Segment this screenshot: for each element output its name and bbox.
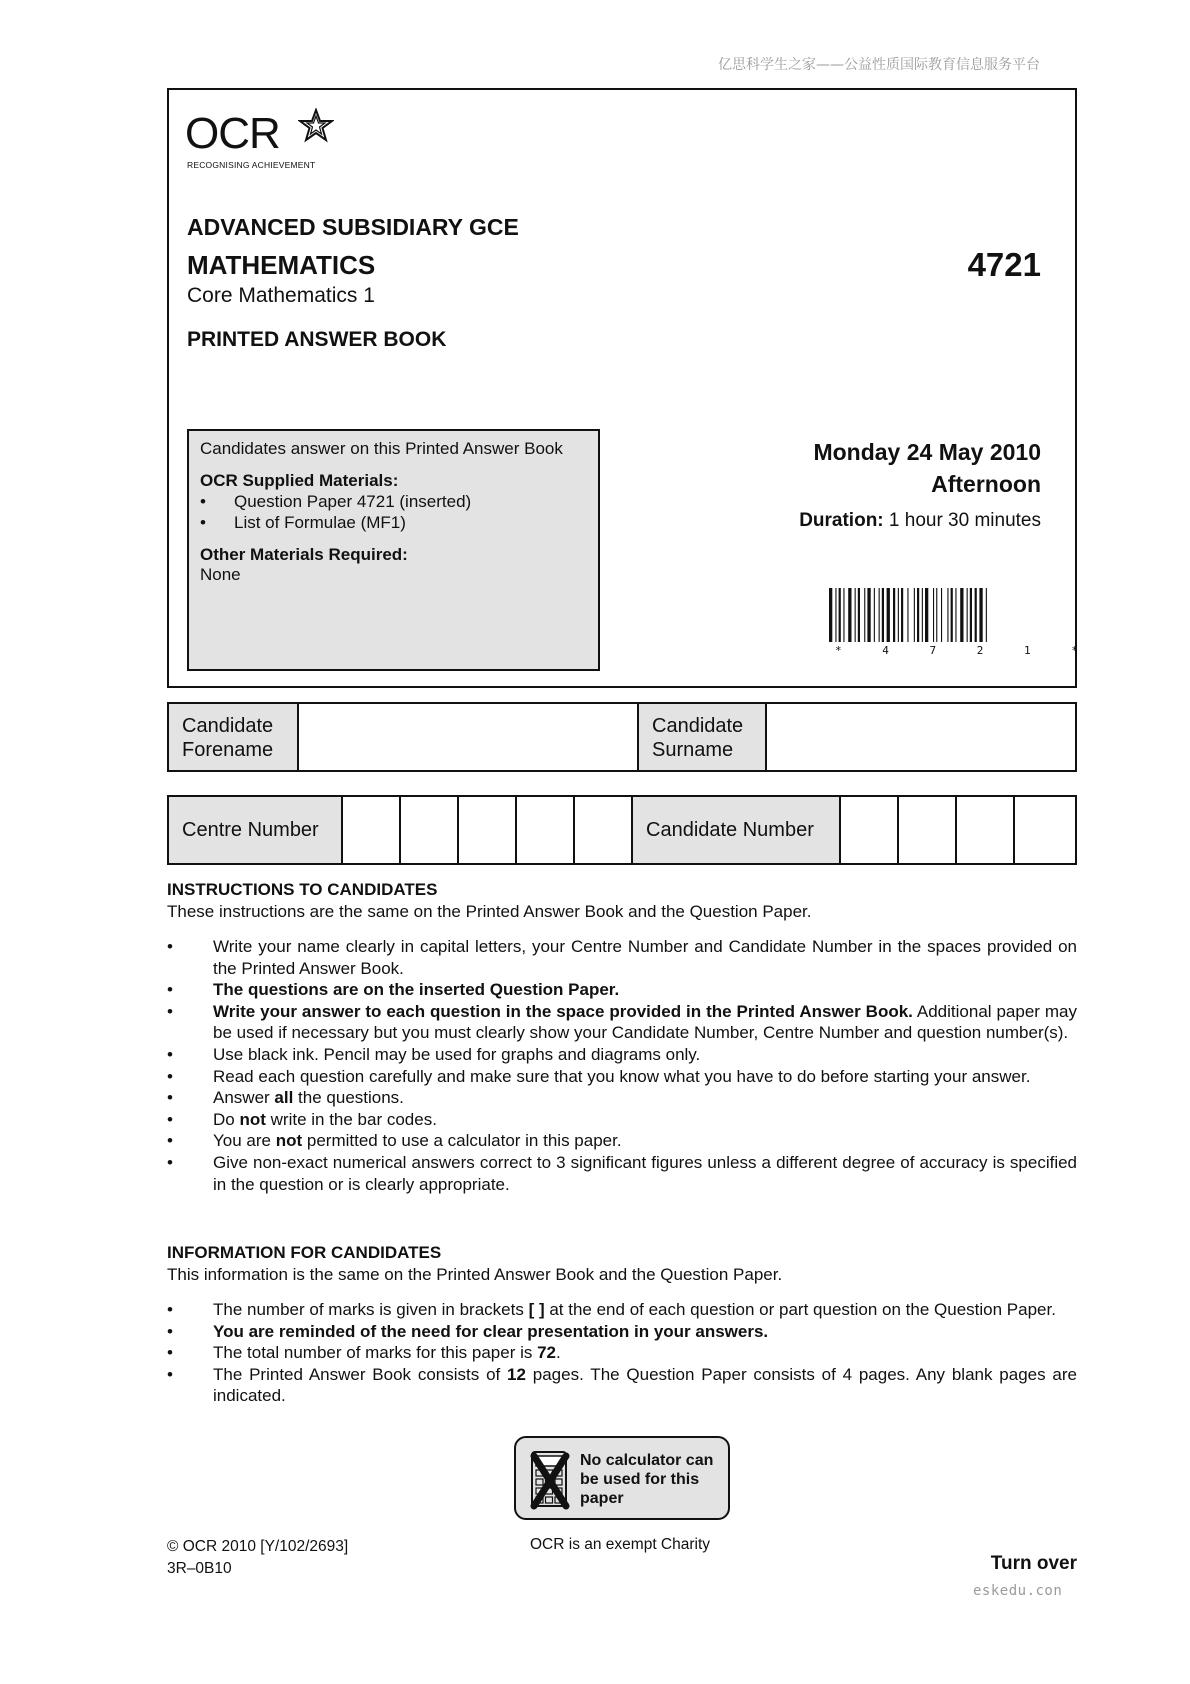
list-item: • Write your name clearly in capital letters, your Centre Number and Candidate Number in the spaces provided on the Printed Answer Book. — [167, 936, 1077, 979]
information-section — [167, 1243, 1077, 1407]
other-materials-value: None — [200, 565, 241, 584]
barcode-bar — [855, 588, 856, 642]
barcode-bar — [907, 588, 908, 642]
barcode-bar — [829, 588, 832, 642]
barcode-bar — [898, 588, 899, 642]
no-calculator-badge — [514, 1436, 730, 1520]
list-item: • Question Paper 4721 (inserted) — [200, 492, 472, 511]
surname-label: Candidate Surname — [637, 704, 765, 770]
copyright: © OCR 2010 [Y/102/2693] — [167, 1538, 349, 1555]
duration — [799, 510, 1041, 532]
barcode-bar — [887, 588, 890, 642]
footer-left — [167, 1536, 348, 1580]
instructions-heading: INSTRUCTIONS TO CANDIDATES — [167, 880, 438, 899]
barcode-bar — [874, 588, 875, 642]
barcode-bar — [925, 588, 928, 642]
exam-date-block — [813, 436, 1041, 500]
barcode-bar — [951, 588, 953, 642]
no-calculator-icon — [528, 1450, 572, 1510]
barcode-bar — [879, 588, 880, 642]
list-item: • Use black ink. Pencil may be used for graphs and diagrams only. — [167, 1044, 1077, 1066]
logo-text: OCR — [185, 109, 280, 158]
barcode-bar — [839, 588, 841, 642]
list-item: • The total number of marks for this paper is 72. — [167, 1342, 1077, 1364]
barcode-bar — [835, 588, 836, 642]
cover-panel — [167, 88, 1095, 688]
book-type: PRINTED ANSWER BOOK — [187, 328, 447, 351]
list-item: • Give non-exact numerical answers correct to 3 significant figures unless a different degree of accuracy is specified in the question or is clearly appropriate. — [167, 1152, 1077, 1195]
barcode-bar — [858, 588, 860, 642]
barcode-bar — [893, 588, 895, 642]
information-list — [167, 1299, 1077, 1407]
candidate-number-row — [167, 795, 1077, 865]
forename-field[interactable] — [297, 704, 637, 770]
candidate-name-row — [167, 702, 1077, 772]
list-item: • You are not permitted to use a calculator in this paper. — [167, 1130, 1077, 1152]
information-intro: This information is the same on the Printed Answer Book and the Question Paper. — [167, 1265, 783, 1284]
list-item: • The questions are on the inserted Question Paper. — [167, 979, 1077, 1001]
centre-number-digit[interactable] — [457, 797, 515, 863]
barcode-bar — [867, 588, 870, 642]
barcode-bar — [986, 588, 987, 642]
barcode-bar — [848, 588, 851, 642]
barcode-bar — [882, 588, 884, 642]
list-item: • You are reminded of the need for clear presentation in your answers. — [167, 1321, 1077, 1343]
paper-code: 4721 — [967, 246, 1041, 283]
barcode-bar — [843, 588, 844, 642]
watermark-bottom: eskedu.con — [973, 1583, 1063, 1599]
barcode-bar — [917, 588, 919, 642]
list-item: • Write your answer to each question in the space provided in the Printed Answer Book. Additional paper may be used if necessary but you must clearly show your Candidate Number, Centre Number and question number(s). — [167, 1001, 1077, 1044]
supplied-heading: OCR Supplied Materials: — [200, 471, 399, 490]
barcode-bar — [933, 588, 934, 642]
candidate-number-digit[interactable] — [1013, 797, 1075, 863]
instructions-list — [167, 936, 1077, 1195]
watermark-top: 亿思科学生之家——公益性质国际教育信息服务平台 — [718, 57, 1040, 73]
barcode-bar — [960, 588, 963, 642]
barcode-bar — [975, 588, 977, 642]
barcode-bar — [970, 588, 972, 642]
supplied-list — [200, 491, 587, 533]
exam-date: Monday 24 May 2010 — [813, 439, 1041, 465]
unit-title: Core Mathematics 1 — [187, 284, 375, 307]
exam-session: Afternoon — [931, 471, 1041, 497]
ocr-logo — [185, 109, 316, 170]
candidate-number-label: Candidate Number — [631, 797, 839, 863]
other-materials-heading: Other Materials Required: — [200, 545, 408, 564]
no-calculator-text: No calculator can be used for this paper — [580, 1452, 714, 1507]
forename-label: Candidate Forename — [169, 704, 297, 770]
list-item: • Read each question carefully and make sure that you know what you have to do before starting your answer. — [167, 1066, 1077, 1088]
list-item: • The Printed Answer Book consists of 12 pages. The Question Paper consists of 4 pages. Any blank pages are indicated. — [167, 1364, 1077, 1407]
instructions-intro: These instructions are the same on the Printed Answer Book and the Question Paper. — [167, 902, 812, 921]
information-heading: INFORMATION FOR CANDIDATES — [167, 1243, 442, 1262]
star-icon — [298, 108, 334, 144]
barcode-bar — [947, 588, 948, 642]
charity-notice: OCR is an exempt Charity — [530, 1536, 711, 1553]
duration-label: Duration: — [799, 510, 884, 531]
list-item: • The number of marks is given in brackets [ ] at the end of each question or part question on the Question Paper. — [167, 1299, 1077, 1321]
barcode-bar — [936, 588, 937, 642]
barcode-bar — [955, 588, 956, 642]
document-ref: 3R–0B10 — [167, 1560, 232, 1577]
materials-box — [187, 429, 600, 671]
barcode — [829, 588, 1095, 659]
barcode-bar — [914, 588, 915, 642]
list-item: • List of Formulae (MF1) — [200, 513, 406, 532]
centre-number-digit[interactable] — [573, 797, 631, 863]
turn-over: Turn over — [990, 1553, 1077, 1574]
barcode-bar — [941, 588, 942, 642]
qualification: ADVANCED SUBSIDIARY GCE — [187, 214, 519, 240]
barcode-bar — [901, 588, 903, 642]
centre-number-digit[interactable] — [341, 797, 399, 863]
candidate-number-digit[interactable] — [897, 797, 955, 863]
instructions-section — [167, 880, 1077, 1195]
centre-number-digit[interactable] — [515, 797, 573, 863]
list-item: • Answer all the questions. — [167, 1087, 1077, 1109]
centre-number-digit[interactable] — [399, 797, 457, 863]
duration-value: 1 hour 30 minutes — [888, 510, 1041, 531]
logo-tagline: RECOGNISING ACHIEVEMENT — [187, 160, 316, 170]
candidate-number-digit[interactable] — [839, 797, 897, 863]
barcode-bar — [922, 588, 923, 642]
barcode-bar — [864, 588, 865, 642]
subject-title: MATHEMATICS — [187, 250, 376, 280]
barcode-text: * 4 7 2 1 * — [835, 644, 1095, 657]
list-item: • Do not write in the bar codes. — [167, 1109, 1077, 1131]
barcode-bar — [979, 588, 982, 642]
surname-field[interactable] — [765, 704, 1075, 770]
materials-intro: Candidates answer on this Printed Answer Book — [200, 439, 563, 458]
candidate-number-digit[interactable] — [955, 797, 1013, 863]
centre-number-label: Centre Number — [169, 797, 341, 863]
barcode-bar — [967, 588, 968, 642]
